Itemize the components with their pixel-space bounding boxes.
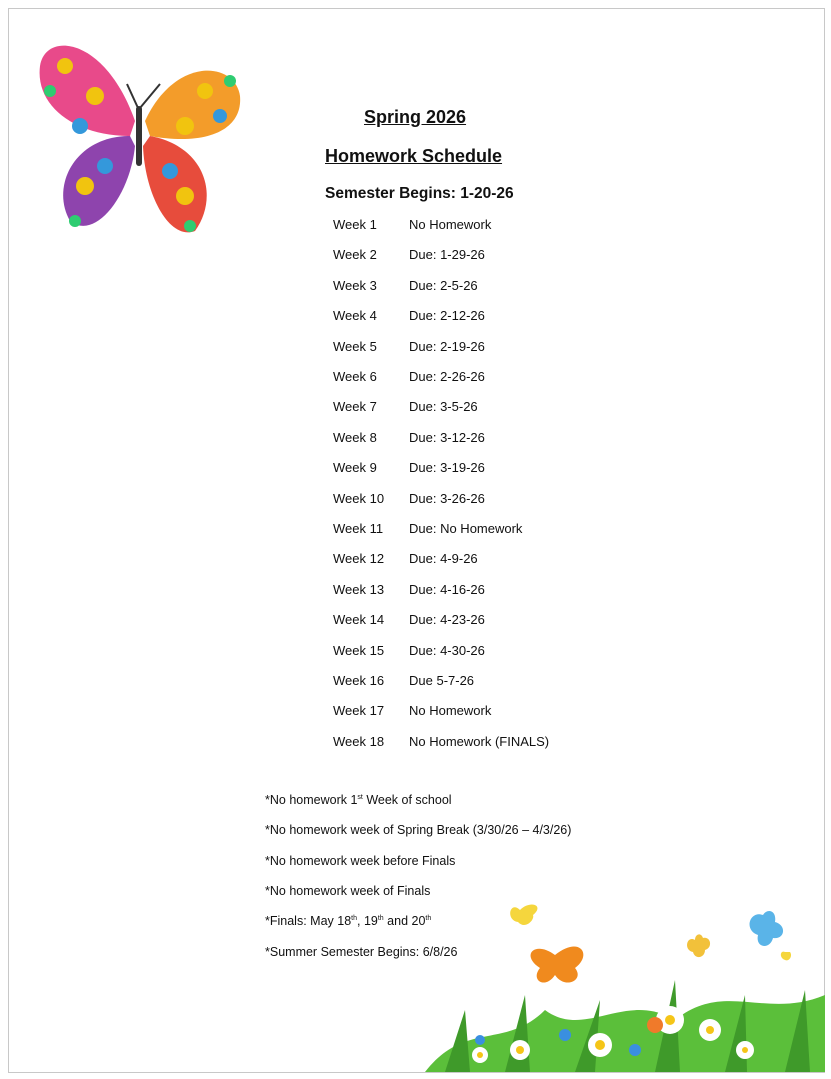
week-label: Week 4 <box>333 308 377 324</box>
page-title: Spring 2026 <box>364 107 467 127</box>
note-spring-break: *No homework week of Spring Break (3/30/26 – 4/3/26) <box>265 823 572 837</box>
week-label: Week 2 <box>333 247 377 263</box>
due-date: No Homework <box>409 703 492 719</box>
week-label: Week 7 <box>333 399 377 415</box>
due-date: Due: No Homework <box>409 521 523 536</box>
week-label: Week 16 <box>333 673 385 688</box>
spring-garden-image <box>425 900 825 1072</box>
week-label: Week 12 <box>333 551 385 567</box>
week-label: Week 18 <box>333 733 385 749</box>
due-date: Due: 3-19-26 <box>409 460 485 476</box>
due-date: Due: 3-5-26 <box>409 399 478 415</box>
due-date: Due: 3-26-26 <box>409 490 485 506</box>
due-date: Due: 3-12-26 <box>409 429 485 445</box>
due-date: Due: 4-9-26 <box>409 551 478 567</box>
note-before-finals: *No homework week before Finals <box>265 854 456 868</box>
week-label: Week 13 <box>333 581 385 597</box>
note-summer-semester: *Summer Semester Begins: 6/8/26 <box>265 945 458 959</box>
due-date: Due 5-7-26 <box>409 673 475 688</box>
due-date: Due: 1-29-26 <box>409 247 485 263</box>
week-label: Week 11 <box>333 521 384 536</box>
week-label: Week 10 <box>333 490 385 506</box>
due-date: Due: 2-5-26 <box>409 277 478 293</box>
due-date: Due: 2-19-26 <box>409 338 485 354</box>
due-date: Due: 4-23-26 <box>409 612 485 628</box>
week-label: Week 6 <box>333 369 377 384</box>
flower-butterfly-image <box>35 36 245 238</box>
due-date: Due: 4-16-26 <box>409 581 485 597</box>
due-date: Due: 2-12-26 <box>409 308 485 324</box>
note-first-week: *No homework 1st Week of school <box>265 793 452 807</box>
week-label: Week 17 <box>333 703 385 719</box>
note-finals-dates: *Finals: May 18th, 19th and 20th <box>265 914 432 928</box>
due-date: No Homework <box>409 217 492 232</box>
week-label: Week 15 <box>333 642 385 658</box>
page-subtitle: Homework Schedule <box>325 146 503 166</box>
week-label: Week 3 <box>333 277 377 293</box>
due-date: No Homework (FINALS) <box>409 733 550 749</box>
week-label: Week 5 <box>333 338 377 354</box>
due-date: Due: 2-26-26 <box>409 369 485 384</box>
due-date: Due: 4-30-26 <box>409 642 485 658</box>
week-label: Week 14 <box>333 612 385 628</box>
week-label: Week 1 <box>333 217 377 232</box>
week-label: Week 8 <box>333 429 377 445</box>
week-label: Week 9 <box>333 460 377 476</box>
semester-begins: Semester Begins: 1-20-26 <box>325 185 514 202</box>
note-finals-week: *No homework week of Finals <box>265 884 431 898</box>
